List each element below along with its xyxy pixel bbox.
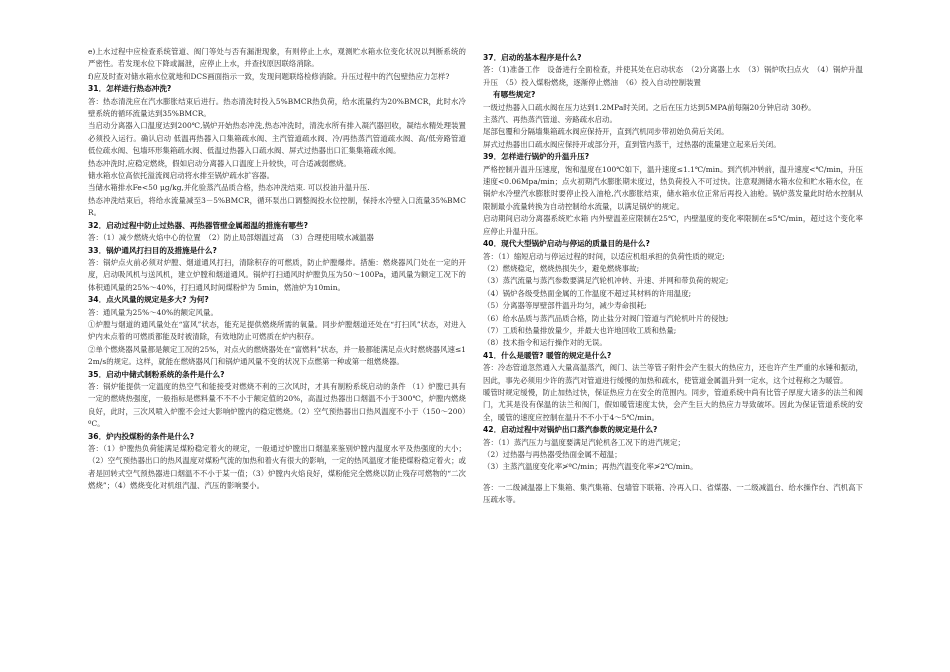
question-heading: 35．启动中储式制粉系统的条件是什么? — [88, 369, 225, 379]
question-heading: 34．点火风量的规定是多大? 为何? — [88, 295, 209, 305]
body-paragraph: 答：（1）蒸汽压力与温度要满足汽轮机各工况下的进汽规定； — [483, 437, 685, 447]
body-paragraph: （6）给水品质与蒸汽品质合格，防止盐分对阀门管道与汽轮机叶片的侵蚀; — [483, 313, 729, 323]
question-heading: 32．启动过程中防止过热器、再热器管壁金属超温的措施有哪些? — [88, 220, 309, 230]
question-heading: 42．启动过程中对锅炉出口蒸汽参数的规定是什么? — [483, 425, 658, 435]
body-paragraph: （8）技术指令和运行操作对的无误。 — [483, 338, 607, 348]
body-paragraph: 答：（1）炉膛热负荷能满足煤粉稳定着火的规定，一般通过炉膛出口烟温来鉴别炉膛内温度水平及热强度的大小；（2）空气预热器出口的热风温度对煤粉气流的加热和着火有很大的影响，一定的热风温度才能使煤粉稳定着火；或者是回转式空气预热器进口烟温不不小于某一值；（3）炉膛内火焰良好，煤粉能完全燃烧以防止残存可燃物的“二次燃烧”；（4）燃烧变化对机组汽温、汽压的影响要小。 — [88, 444, 466, 491]
question-heading: 36．炉内投煤粉的条件是什么? — [88, 431, 195, 441]
question-heading: 33．锅炉通风打扫目的及措施是什么? — [88, 245, 217, 255]
question-heading: 有哪些规定? — [493, 90, 536, 100]
body-paragraph: 严格控制升温升压速度，饱和温度在100℃如下，温升速度≤1.1℃/min。到汽机冲转前，温升速度<℃/min，升压速度<0.06Mpa/min；点火初期汽水膨胀期未度过，热负荷投入不可过快。注意观测储水箱水位和贮水箱水位，在锅炉水冷壁汽水膨胀时要停止投入油枪,汽水膨胀结束，储水箱水位正常后再投入油枪。锅炉蒸发量此时给水控制从限制最小流量转换为自动控制给水流量，以满足锅炉的规定。 — [483, 164, 863, 211]
body-paragraph: 尾部包覆和分隔墙集箱疏水阀应保持开，直到汽机同步带初始负荷后关闭。 — [483, 127, 729, 137]
question-heading: 41．什么是暖管? 暖管的规定是什么? — [483, 350, 612, 360]
body-paragraph: 答：通风量为25%～40%的额定风量。 — [88, 307, 218, 317]
body-paragraph: 答：冷态管道忽然通入大量高温蒸汽，阀门、法兰等管子附件会产生很大的热应力，还也许产生严重的水锤和振动，因此，事先必须用少许的蒸汽对管道进行缓慢的加热和疏水，使管道金属温升到一定水，这个过程称之为暖管。 — [483, 363, 863, 385]
body-paragraph: 答：锅炉点火前必须对炉膛、烟道通风打扫，清除积存的可燃质，防止炉膛爆炸。措施：燃烧器风门处在一定的开度，启动吸风机与送风机，建立炉膛和烟道通风。锅炉打扫通风时炉膛负压为50～100Pa，通风量为额定工况下的体积通风量的25%～40%，打扫通风时间煤粉炉为 5min，燃油炉为10min。 — [88, 257, 466, 292]
body-paragraph: 答：（1)准备工作 设备进行全面检查，并使其处在启动状态 （2)分离器上水 （3）锅炉吹扫点火 （4）锅炉升温升压 （5）投入煤粉燃烧，逐渐停止燃油 （6）投入自动控制装置 — [483, 65, 863, 87]
body-paragraph: 暖管时规定缓慢，防止加热过快，保证热应力在安全的范围内。同步，管道系统中尚有比管子厚度大诸多的法兰和阀门，尤其是没有保温的法兰和阀门，假如暖管速度太快，会产生巨大的热应力导致破坏。因此为保证管道系统的安全，暖管的速度应控制在温升不不小于4～5℃/min。 — [483, 387, 863, 422]
body-paragraph: 当启动分离器入口温度达到200℃,锅炉开始热态冲洗,热态冲洗时，清洗水所有排入凝汽器回收，凝结水精处理装置必须投入运行。确认启动 低温再热器入口集箱疏水阀、主汽管道疏水阀、冷/再热蒸汽管道疏水阀、高/低旁路管道低位疏水阀、包墙环形集箱疏水阀、低温过热器入口疏水阀、屏式过热器出口汇集集箱疏水阀。 — [88, 121, 466, 156]
question-heading: 40．现代大型锅炉启动与停运的质量目的是什么? — [483, 239, 650, 249]
body-paragraph: 当储水箱排水Fe<50 μg/kg,并化验蒸汽品质合格，热态冲洗结束. 可以投油升温升压. — [88, 183, 370, 193]
question-heading: 39．怎样进行锅炉的升温升压? — [483, 152, 590, 162]
right-column — [483, 52, 863, 507]
question-heading: 31．怎样进行热态冲洗? — [88, 84, 172, 94]
body-paragraph: 答：（1）减少燃烧火焰中心的位置 （2）防止局部烟温过高 （3）合理使用喷水减温器 — [88, 233, 374, 243]
body-paragraph: 答：（1）缩短启动与停运过程的时间，以适应机组承担的负荷性质的规定; — [483, 251, 725, 261]
body-paragraph: ②单个燃烧器风量都是额定工况的25%，对点火的燃烧器处在“富燃料”状态，并一般都能满足点火时燃烧器风速≤12m/s的规定。这样，就能在燃烧器风门和锅炉通风量不变的状况下点燃第一种或第一组燃烧器。 — [88, 344, 466, 367]
body-paragraph: （7）工质和热量排放量少，并最大也许地回收工质和热量; — [483, 325, 677, 335]
body-paragraph: 启动期间启动分离器系统贮水箱 内外壁温差应限制在25℃，内壁温度的变化率限制在≤5℃/min，超过这个变化率应停止升温升压。 — [483, 214, 863, 236]
body-paragraph: （4）锅炉各级受热面金属的工作温度不超过其材料的许用温度; — [483, 288, 692, 298]
body-paragraph: ①炉膛与烟道的通风量处在“富风”状态，能充足提供燃烧所需的氧量。同步炉膛烟道还处在“打扫风”状态，对进入炉内未点着的可燃质都能及时被清除，有效地防止可燃质在炉内积存。 — [88, 319, 466, 342]
body-paragraph: 热态冲洗结束后，将给水流量减至3－5%BMCR，循环泵出口调整阀投水位控制，保持水冷壁入口流量35%BMCR。 — [88, 195, 466, 218]
body-paragraph: （2）过热器与再热器受热面金属不超温； — [483, 450, 622, 459]
body-paragraph: 热态冲洗时,应稳定燃烧，假如启动分离器入口温度上升较快，可合适减弱燃烧。 — [88, 158, 351, 168]
body-paragraph: （2）燃烧稳定，燃烧热损失少，避免燃烧事故; — [483, 263, 640, 273]
body-paragraph: （3）主蒸汽温度变化率≯ºC/min；再热汽温变化率≯2℃/min。 — [483, 462, 698, 472]
body-paragraph: f)应及时查对储水箱水位就地和DCS画面指示一致，发现问题联络检修消除。升压过程中的汽包壁热应力怎样? — [88, 71, 450, 81]
body-paragraph: 储水箱水位高依托溢流阀启动将水排至锅炉疏水扩容器。 — [88, 171, 275, 181]
body-paragraph: 答：锅炉能提供一定温度的热空气和能接受对燃烧不利的三次风时，才具有制粉系统启动的条件 （1）炉膛已具有一定的燃烧热强度，一般指标是燃料量不不不小于额定值的20%，高温过热器出口烟温不小于300℃，炉膛内燃烧良好，此时，三次风喷入炉膛不会过大影响炉膛内的稳定燃烧。（2）空气预热器出口热风温度不小于（150～200）ºC。 — [88, 381, 466, 429]
body-paragraph: 答：热态清洗应在汽水膨胀结束后进行。热态清洗时投入5%BMCR热负荷，给水流量约为20%BMCR，此时水冷壁系统的循环流量达到35%BMCR。 — [88, 96, 466, 119]
body-paragraph: （5）分离器等厚壁部件温升均匀，减少寿命损耗; — [483, 301, 647, 311]
body-paragraph: e)上水过程中应检查系统管道、阀门等处与否有漏泄现象，有则停止上水，观测贮水箱水位变化状况以判断系统的严密性。若发现水位下降或漏泄，应停止上水，并查找原因联络消除。 — [88, 47, 466, 69]
body-paragraph: 答：一二级减温器上下集箱、集汽集箱、包墙管下联箱、冷再入口、省煤器、一二级减温台、给水操作台、汽机高下压疏水等。 — [483, 482, 863, 505]
left-column — [88, 46, 466, 493]
body-paragraph: 屏式过热器出口疏水阀应保持开或部分开，直到管内蒸干，过热器的流量建立起来后关闭。 — [483, 139, 781, 149]
spacer — [483, 474, 863, 482]
body-paragraph: 主蒸汽、再热蒸汽管道、旁路疏水启动。 — [483, 115, 617, 125]
body-paragraph: （3）蒸汽流量与蒸汽参数要满足汽轮机冲转、升速、并网和带负荷的规定; — [483, 276, 729, 286]
question-heading: 37．启动的基本程序是什么? — [483, 53, 582, 62]
body-paragraph: 一级过热器入口疏水阀在压力达到1.2MPa时关闭。之后在压力达到5MPA前每隔20分钟启动 30秒。 — [483, 102, 816, 112]
